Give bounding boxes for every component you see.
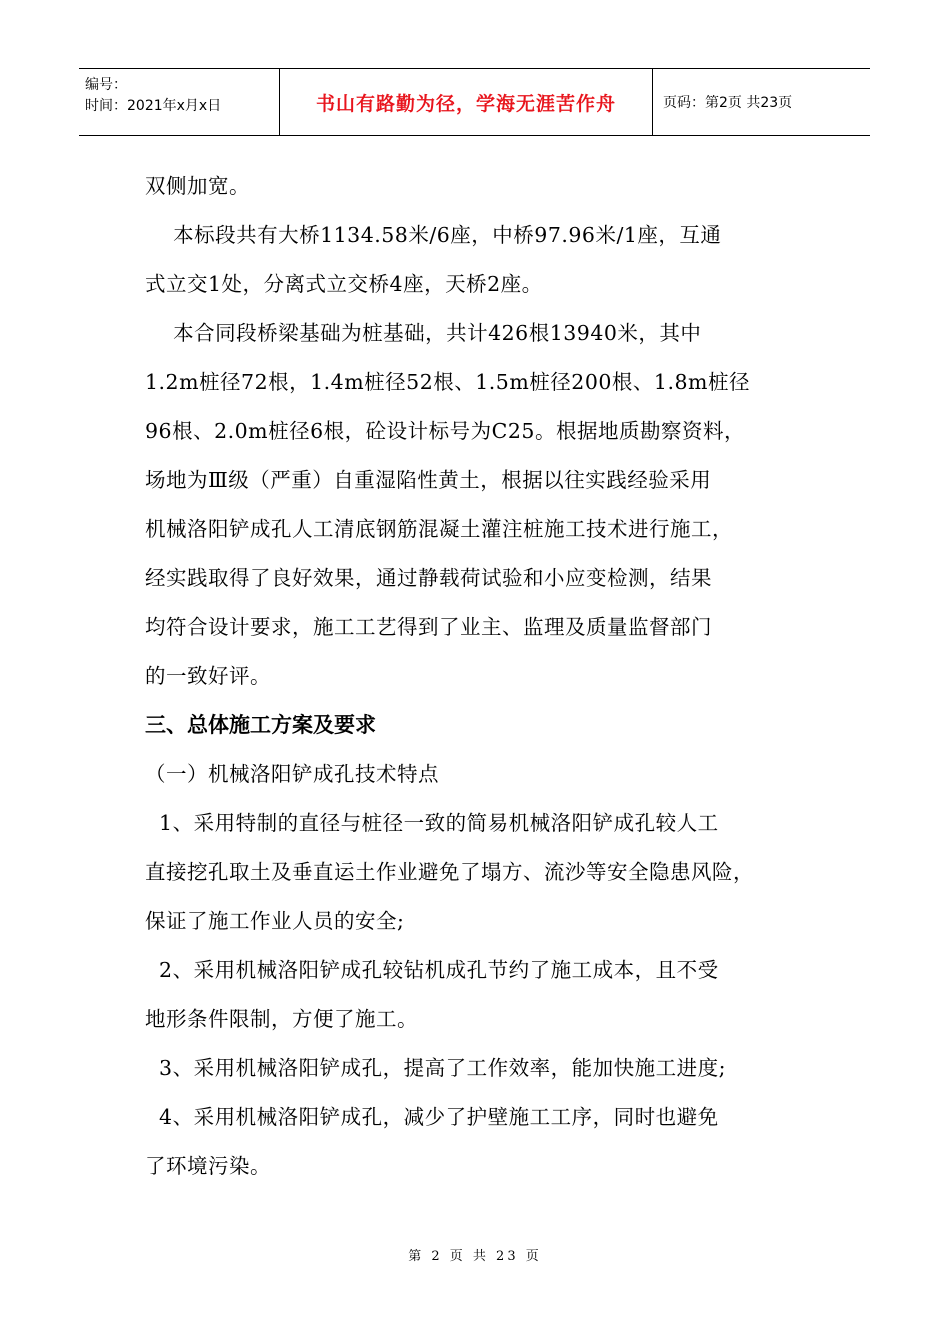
body-line: 本合同段桥梁基础为桩基础，共计426根13940米，其中 <box>145 321 702 345</box>
page-footer: 第 2 页 共 23 页 <box>408 1249 542 1264</box>
body-line: 均符合设计要求，施工工艺得到了业主、监理及质量监督部门 <box>145 615 712 639</box>
body-line: 机械洛阳铲成孔人工清底钢筋混凝土灌注桩施工技术进行施工， <box>145 517 733 541</box>
body-line: 经实践取得了良好效果，通过静载荷试验和小应变检测，结果 <box>145 566 712 590</box>
header-motto: 书山有路勤为径，学海无涯苦作舟 <box>280 69 653 135</box>
body-line: 的一致好评。 <box>145 664 271 688</box>
document-time-label: 时间：2021年x月x日 <box>85 98 222 114</box>
subsection-heading: （一）机械洛阳铲成孔技术特点 <box>145 762 439 786</box>
page-header <box>79 68 870 136</box>
body-line: 1、采用特制的直径与桩径一致的简易机械洛阳铲成孔较人工 <box>145 811 719 835</box>
body-line: 了环境污染。 <box>145 1154 271 1178</box>
section-heading: 三、总体施工方案及要求 <box>145 713 376 737</box>
body-line: 式立交1处，分离式立交桥4座，天桥2座。 <box>145 272 543 296</box>
body-line: 双侧加宽。 <box>145 174 250 198</box>
body-line: 1.2m桩径72根，1.4m桩径52根、1.5m桩径200根、1.8m桩径 <box>145 370 750 394</box>
body-line: 直接挖孔取土及垂直运土作业避免了塌方、流沙等安全隐患风险， <box>145 860 754 884</box>
header-page-info: 页码：第2页 共23页 <box>663 95 793 111</box>
body-line: 2、采用机械洛阳铲成孔较钻机成孔节约了施工成本，且不受 <box>145 958 719 982</box>
body-line: 4、采用机械洛阳铲成孔，减少了护壁施工工序，同时也避免 <box>145 1105 719 1129</box>
header-meta <box>79 69 280 135</box>
document-body <box>145 162 810 1191</box>
document-number-label: 编号： <box>85 77 127 93</box>
body-line: 3、采用机械洛阳铲成孔，提高了工作效率，能加快施工进度; <box>145 1056 726 1080</box>
body-line: 本标段共有大桥1134.58米/6座，中桥97.96米/1座，互通 <box>145 223 722 247</box>
body-line: 保证了施工作业人员的安全; <box>145 909 405 933</box>
body-line: 地形条件限制，方便了施工。 <box>145 1007 418 1031</box>
body-line: 场地为Ⅲ级（严重）自重湿陷性黄土，根据以往实践经验采用 <box>145 468 712 492</box>
body-line: 96根、2.0m桩径6根，砼设计标号为C25。根据地质勘察资料， <box>145 419 745 443</box>
